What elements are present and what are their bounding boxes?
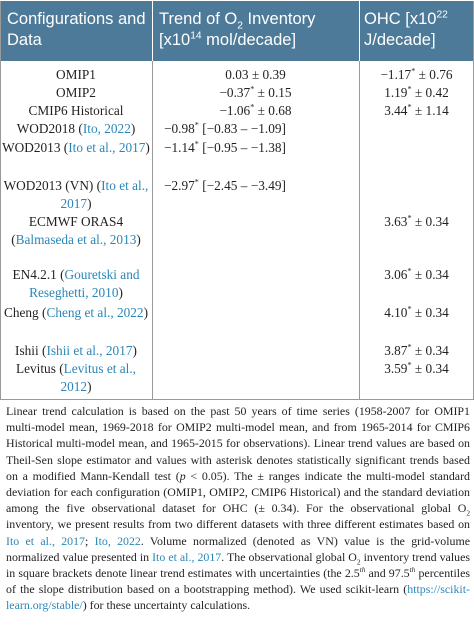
ohc-cell [360, 66, 473, 84]
o2-trend-cell [152, 66, 359, 84]
header-o2-exponent: 14 [190, 30, 202, 42]
ohc-cell [360, 266, 473, 284]
footnote-superscript: th [359, 565, 366, 575]
row-label [1, 102, 151, 120]
o2-trend-cell [152, 139, 359, 157]
row-label [1, 139, 151, 157]
ohc-cell [360, 84, 473, 102]
row-label [1, 66, 151, 84]
row-label [1, 177, 151, 212]
header-o2-text: Trend of O [159, 10, 238, 28]
ohc-range: ± 0.34 [411, 343, 449, 358]
citation-link-ito-2017[interactable]: Ito et al., 2017 [152, 549, 222, 564]
header-configurations [7, 9, 147, 51]
header-ohc-unit: J/decade] [364, 31, 436, 49]
row-label-text: ECMWF ORAS4 ( [11, 214, 124, 247]
table-footnote [6, 403, 470, 614]
row-label-text: ) [143, 305, 149, 320]
significance-asterisk: * [194, 120, 199, 130]
ohc-cell [360, 102, 473, 120]
citation-link[interactable]: Levitus et al., 2012 [60, 361, 136, 394]
row-label-text: WOD2013 ( [2, 140, 69, 155]
footnote-text: Linear trend calculation is based on the past 50 years of time series (1958-2007 for OMIP1 multi-model mean, 1969-2018 for OMIP2 multi-model mean, and from 1965-2014 for CMIP6 Historical multi-model mean, and 1965-2015 for observations). Linear trend values are based on Theil-Sen slope estimator and values with asterisk denotes statistically significant trends based on a modified Mann-Kendall test ( [6, 404, 470, 483]
ohc-range: ± 1.14 [411, 103, 449, 118]
row-label-text: CMIP6 Historical [28, 103, 124, 118]
header-ohc-exponent: 22 [436, 9, 448, 21]
row-label [1, 84, 151, 102]
citation-link[interactable]: Ishii et al., 2017 [46, 343, 133, 358]
ohc-value: 3.44 [384, 103, 408, 118]
footnote-italic: p [179, 468, 186, 483]
significance-asterisk: * [407, 266, 412, 276]
row-label-text: OMIP2 [56, 85, 96, 100]
significance-asterisk: * [250, 102, 255, 112]
o2-trend-range: ± 0.15 [254, 85, 292, 100]
o2-trend-value: −0.37 [219, 85, 251, 100]
ohc-value: 1.19 [384, 85, 408, 100]
significance-asterisk: * [407, 84, 412, 94]
significance-asterisk: * [411, 66, 416, 76]
header-ohc-text: OHC [x10 [364, 10, 437, 28]
citation-link-ito-2017[interactable]: Ito et al., 2017 [6, 533, 85, 548]
significance-asterisk: * [407, 342, 412, 352]
row-label-text: WOD2018 ( [16, 121, 83, 136]
footnote-subscript: 2 [466, 508, 470, 518]
o2-trend-value: −1.14 [164, 140, 195, 155]
ohc-range: ± 0.76 [415, 67, 453, 82]
header-configurations-text: Configurations and Data [7, 10, 146, 49]
row-label-text: OMIP1 [56, 67, 96, 82]
footnote-text: < 0.05). The ± ranges indicate the multi-model standard deviation for each configuration (OMIP1, OMIP2, CMIP6 Historical) and the standard deviation among the five observational dataset for OHC (± 0.34). For the observational global O [6, 468, 470, 516]
scikit-learn-link[interactable]: https://scikit-learn.org/stable/ [6, 582, 470, 613]
o2-trend-cell [152, 177, 359, 195]
ohc-cell [360, 360, 473, 378]
citation-link[interactable]: Ito et al., 2017 [68, 140, 146, 155]
citation-link-ito-2022[interactable]: Ito, 2022 [94, 533, 141, 548]
footnote-text: percentiles of the slope distribution based on a bootstrapping method). We used scikit-learn ( [6, 566, 470, 597]
significance-asterisk: * [194, 177, 199, 187]
o2-trend-range: [−0.95 – −1.38] [198, 140, 286, 155]
ohc-value: 3.63 [384, 214, 408, 229]
row-label [1, 266, 151, 301]
citation-link[interactable]: Cheng et al., 2022 [46, 305, 144, 320]
citation-link[interactable]: Ito et al., 2017 [60, 178, 149, 211]
footnote-text: inventory, we present results from two different datasets with three different estimates based on [6, 517, 470, 532]
footnote-text: and 97.5 [365, 566, 410, 581]
significance-asterisk: * [407, 102, 412, 112]
header-o2-subscript: 2 [237, 20, 243, 32]
row-label-text: WOD2013 (VN) ( [3, 178, 102, 193]
row-label-text: ) [87, 378, 92, 394]
citation-link[interactable]: Ito, 2022 [82, 121, 131, 136]
o2-trend-cell [152, 84, 359, 102]
row-label-text: Ishii ( [15, 343, 47, 358]
ohc-value: 3.87 [384, 343, 408, 358]
ohc-cell [360, 304, 473, 322]
row-label-text: ) [87, 195, 92, 211]
significance-asterisk: * [407, 304, 412, 314]
o2-trend-value: −1.06 [219, 103, 251, 118]
o2-trend-value: 0.03 [225, 67, 249, 82]
row-label-text: ) [130, 121, 136, 136]
o2-trend-range: [−0.83 – −1.09] [198, 121, 286, 136]
citation-link[interactable]: Balmaseda et al., 2013 [15, 231, 137, 247]
ohc-value: 3.06 [384, 267, 408, 282]
row-label-text: ) [145, 140, 150, 155]
row-label-text: Levitus ( [15, 361, 64, 376]
row-label-text: ) [132, 343, 137, 358]
table-border-bottom [0, 399, 474, 400]
ohc-value: 4.10 [384, 305, 408, 320]
o2-trend-range: ± 0.68 [254, 103, 292, 118]
significance-asterisk: * [250, 84, 255, 94]
row-label [1, 360, 151, 395]
row-label [1, 120, 151, 138]
ohc-value: −1.17 [380, 67, 412, 82]
header-divider [359, 1, 360, 61]
row-label-text: ) [136, 231, 141, 247]
row-label [1, 304, 151, 322]
significance-asterisk: * [407, 360, 412, 370]
row-label-text: Cheng ( [3, 305, 47, 320]
header-divider [152, 1, 153, 61]
footnote-text: ) for these uncertainty calculations. [82, 598, 251, 613]
header-ohc [364, 9, 472, 51]
citation-link[interactable]: Gouretski and Reseghetti, 2010 [29, 267, 140, 300]
o2-trend-value: −2.97 [164, 178, 195, 193]
o2-trend-value: −0.98 [164, 121, 195, 136]
footnote-text: . Volume normalized (denoted as VN) value is the grid-volume normalized value presented in [6, 533, 470, 564]
o2-trend-cell [152, 120, 359, 138]
footnote-text: inventory trend values in square brackets denote linear trend estimates with uncertainties (the 2.5 [6, 549, 470, 581]
ohc-range: ± 0.34 [411, 267, 449, 282]
footnote-superscript: th [409, 565, 416, 575]
ohc-range: ± 0.42 [411, 85, 449, 100]
footnote-subscript: 2 [356, 557, 361, 567]
o2-trend-cell [152, 102, 359, 120]
o2-trend-range: ± 0.39 [248, 67, 286, 82]
header-o2-text-mid: Inventory [x10 [159, 10, 316, 49]
row-label-text: EN4.2.1 ( [12, 267, 65, 282]
significance-asterisk: * [407, 213, 412, 223]
footnote-text: . The observational global O [221, 549, 357, 564]
row-label [1, 342, 151, 360]
row-label-text: ) [118, 284, 123, 300]
ohc-range: ± 0.34 [411, 305, 449, 320]
row-label [1, 213, 151, 248]
ohc-value: 3.59 [384, 361, 408, 376]
ohc-range: ± 0.34 [411, 361, 449, 376]
significance-asterisk: * [194, 139, 199, 149]
header-o2-trend [159, 9, 354, 51]
ohc-cell [360, 213, 473, 231]
ohc-cell [360, 342, 473, 360]
footnote-text: ; [85, 533, 95, 548]
table-header [1, 1, 473, 61]
ohc-range: ± 0.34 [411, 214, 449, 229]
o2-trend-range: [−2.45 – −3.49] [198, 178, 286, 193]
header-o2-unit: mol/decade] [201, 31, 297, 49]
